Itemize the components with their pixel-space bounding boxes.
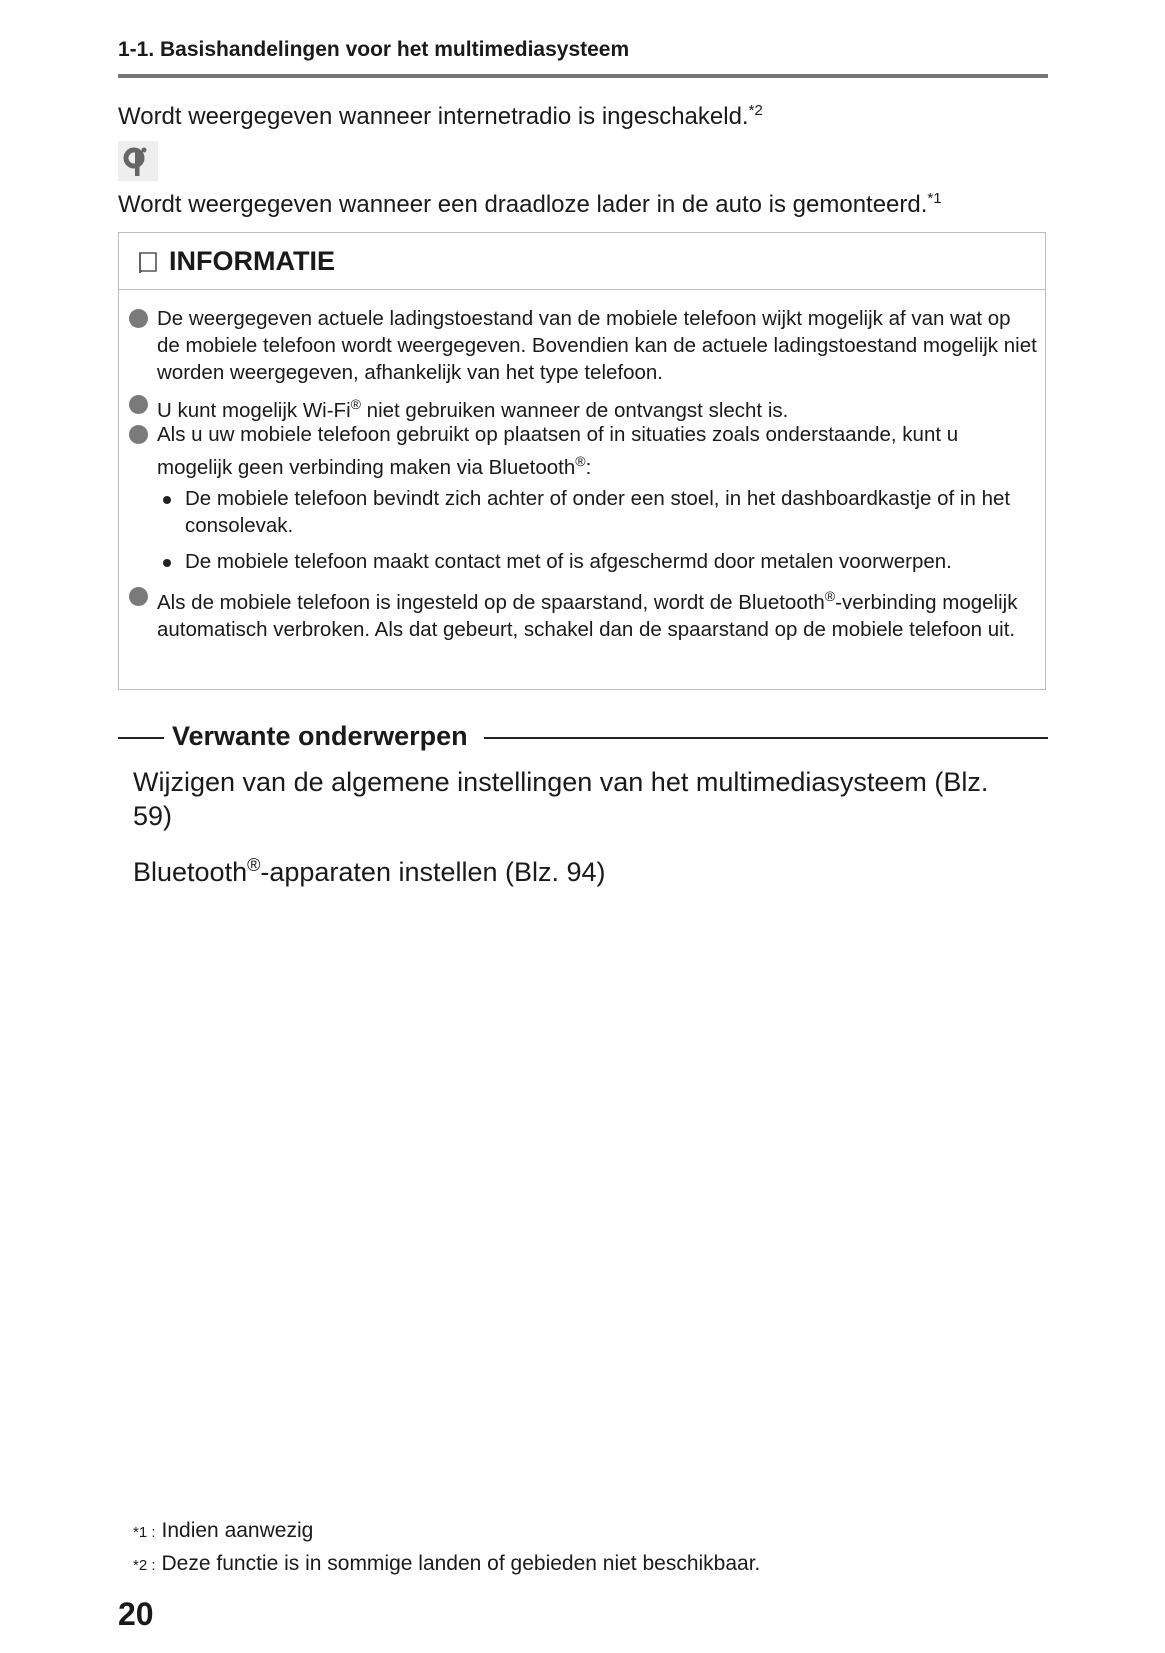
related-rule-right <box>484 737 1048 739</box>
header-rule <box>118 74 1048 78</box>
wireless-charging-icon <box>118 141 158 181</box>
info-item-power-saving: Als de mobiele telefoon is ingesteld op de spaarstand, wordt de Bluetooth®-verbinding mogelijk automatisch verbroken. Als dat gebeurt, schakel dan de spaarstand op de mobiele telefoon uit. <box>157 588 1018 641</box>
bullet-dot <box>129 425 148 444</box>
info-box <box>118 232 1046 690</box>
info-item-bluetooth: Als u uw mobiele telefoon gebruikt op plaatsen of in situaties zoals onderstaande, kunt u mogelijk geen verbinding maken via Bluetooth®: <box>157 423 959 479</box>
footnote-1: *1 : Indien aanwezig <box>133 1519 314 1542</box>
footnote-2: *2 : Deze functie is in sommige landen of gebieden niet beschikbaar. <box>133 1552 761 1575</box>
book-icon <box>137 251 159 280</box>
sub-bullet-dot <box>163 559 171 567</box>
info-title: INFORMATIE <box>169 246 335 276</box>
bullet-dot <box>129 587 148 606</box>
page-number: 20 <box>118 1596 154 1632</box>
related-link-general-settings[interactable]: Wijzigen van de algemene instellingen van het multimediasysteem (Blz. 59) <box>133 767 989 831</box>
info-header <box>119 233 1045 290</box>
info-item-charge-state: De weergegeven actuele ladingstoestand van de mobiele telefoon wijkt mogelijk af van wat op de mobiele telefoon wordt weergegeven. Bovendien kan de actuele ladingstoestand mogelijk niet worden weergegeven, afhankelijk van het type telefoon. <box>157 307 1037 384</box>
bullet-dot <box>129 395 148 414</box>
bullet-dot <box>129 309 148 328</box>
info-item-wifi: U kunt mogelijk Wi-Fi® niet gebruiken wanneer de ontvangst slecht is. <box>157 396 789 422</box>
internet-radio-line: Wordt weergegeven wanneer internetradio is ingeschakeld.$^{*2}$ <box>118 102 763 130</box>
sub-bullet-dot <box>163 496 171 504</box>
related-rule-left <box>118 737 164 739</box>
info-subitem-location: De mobiele telefoon bevindt zich achter of onder een stoel, in het dashboardkastje of in het consolevak. <box>185 487 1011 537</box>
related-link-bluetooth-setup[interactable]: Bluetooth®-apparaten instellen (Blz. 94) <box>133 855 606 887</box>
related-title: Verwante onderwerpen <box>172 721 468 751</box>
page-header: 1-1. Basishandelingen voor het multimediasysteem <box>118 38 630 61</box>
info-subitem-metal: De mobiele telefoon maakt contact met of is afgeschermd door metalen voorwerpen. <box>185 550 952 573</box>
wireless-charger-line: Wordt weergegeven wanneer een draadloze lader in de auto is gemonteerd.$^{*1}$ <box>118 190 942 218</box>
